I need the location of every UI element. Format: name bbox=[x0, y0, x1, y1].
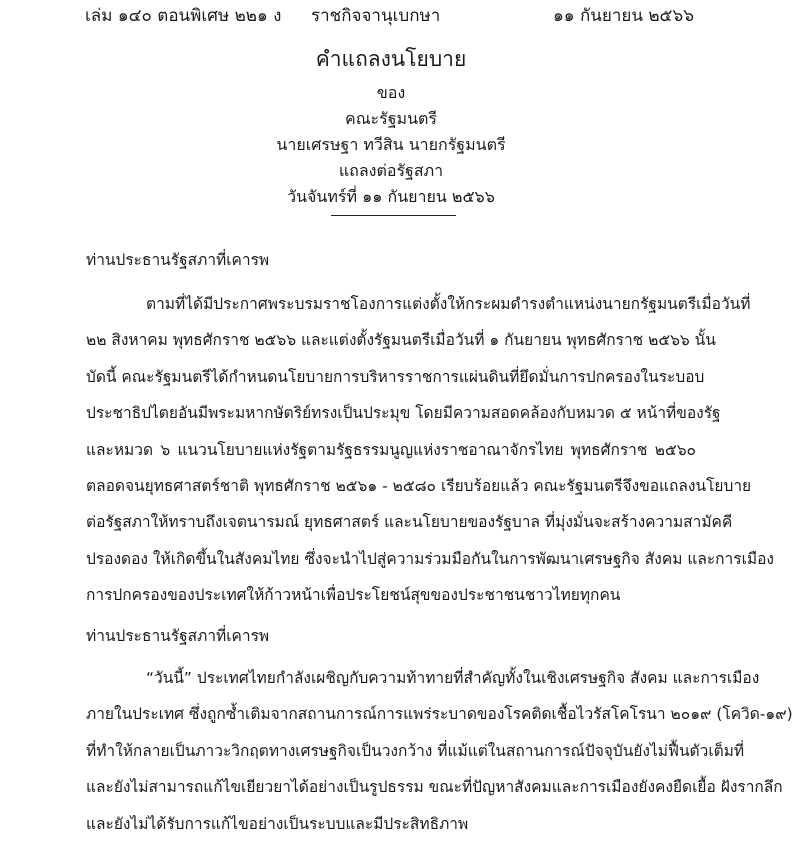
title-of: ของ bbox=[376, 83, 406, 102]
header-volume: เล่ม ๑๔๐ ตอนพิเศษ ๒๒๑ ง bbox=[85, 6, 282, 26]
title-divider bbox=[331, 215, 456, 216]
salutation-2: ท่านประธานรัฐสภาที่เคารพ bbox=[86, 627, 270, 645]
paragraph-line: และยังไม่ได้รับการแก้ไขอย่างเป็นระบบและมีประสิทธิภาพ bbox=[86, 814, 469, 833]
paragraph-line: ประชาธิปไตยอันมีพระมหากษัตริย์ทรงเป็นประมุข โดยมีความสอดคล้องกับหมวด ๕ หน้าที่ของรัฐ bbox=[86, 404, 721, 423]
paragraph-1 bbox=[86, 286, 774, 614]
paragraph-line: และหมวด ๖ แนวนโยบายแห่งรัฐตามรัฐธรรมนูญแห่งราชอาณาจักรไทย พุทธศักราช ๒๕๖๐ bbox=[86, 440, 696, 459]
paragraph-line: ตามที่ได้มีประกาศพระบรมราชโองการแต่งตั้งให้กระผมดำรงตำแหน่งนายกรัฐมนตรีเมื่อวันที่ bbox=[146, 295, 751, 313]
header-date: ๑๑ กันยายน ๒๕๖๖ bbox=[552, 6, 694, 26]
paragraph-line: “วันนี้” ประเทศไทยกำลังเผชิญกับความท้าทายที่สำคัญทั้งในเชิงเศรษฐกิจ สังคม และการเมือง bbox=[146, 669, 760, 687]
salutation-1: ท่านประธานรัฐสภาที่เคารพ bbox=[86, 251, 270, 269]
title-prime-minister: นายเศรษฐา ทวีสิน นายกรัฐมนตรี bbox=[276, 135, 506, 154]
paragraph-line: การปกครองของประเทศให้ก้าวหน้าเพื่อประโยชน์สุขของประชาชนชาวไทยทุกคน bbox=[86, 586, 621, 605]
paragraph-line: ที่ทำให้กลายเป็นภาวะวิกฤตทางเศรษฐกิจเป็นวงกว้าง ที่แม้แต่ในสถานการณ์ปัจจุบันยังไม่ฟื้นตัวเต็มที่ bbox=[86, 741, 745, 760]
paragraph-line: ต่อรัฐสภาให้ทราบถึงเจตนารมณ์ ยุทธศาสตร์ และนโยบายของรัฐบาล ที่มุ่งมั่นจะสร้างความสามัคคี bbox=[86, 513, 733, 532]
paragraph-line: และยังไม่สามารถแก้ไขเยียวยาได้อย่างเป็นรูปธรรม ขณะที่ปัญหาสังคมและการเมืองยังคงยืดเยื้อ ฝังรากลึก bbox=[86, 778, 783, 797]
paragraph-line: ภายในประเทศ ซึ่งถูกซ้ำเติมจากสถานการณ์การแพร่ระบาดของโรคติดเชื้อไวรัสโคโรนา ๒๐๑๙ (โควิด-๑๙) bbox=[86, 705, 793, 724]
title-cabinet: คณะรัฐมนตรี bbox=[344, 109, 438, 128]
paragraph-2 bbox=[86, 660, 793, 842]
document-title: คำแถลงนโยบาย bbox=[315, 47, 467, 71]
paragraph-line: ๒๒ สิงหาคม พุทธศักราช ๒๕๖๖ และแต่งตั้งรัฐมนตรีเมื่อวันที่ ๑ กันยายน พุทธศักราช ๒๕๖๖ นั้น bbox=[86, 331, 716, 350]
title-date: วันจันทร์ที่ ๑๑ กันยายน ๒๕๖๖ bbox=[287, 187, 495, 206]
title-block bbox=[0, 44, 782, 210]
page-header bbox=[0, 4, 782, 28]
header-gazette-name: ราชกิจจานุเบกษา bbox=[311, 6, 441, 26]
paragraph-line: บัดนี้ คณะรัฐมนตรีได้กำหนดนโยบายการบริหารราชการแผ่นดินที่ยึดมั่นการปกครองในระบอบ bbox=[86, 367, 705, 386]
paragraph-line: ปรองดอง ให้เกิดขึ้นในสังคมไทย ซึ่งจะนำไปสู่ความร่วมมือกันในการพัฒนาเศรษฐกิจ สังคม และการเมือง bbox=[86, 549, 774, 568]
paragraph-line: ตลอดจนยุทธศาสตร์ชาติ พุทธศักราช ๒๕๖๑ - ๒๕๘๐ เรียบร้อยแล้ว คณะรัฐมนตรีจึงขอแถลงนโยบาย bbox=[86, 476, 752, 495]
title-addressed-to: แถลงต่อรัฐสภา bbox=[338, 161, 444, 180]
